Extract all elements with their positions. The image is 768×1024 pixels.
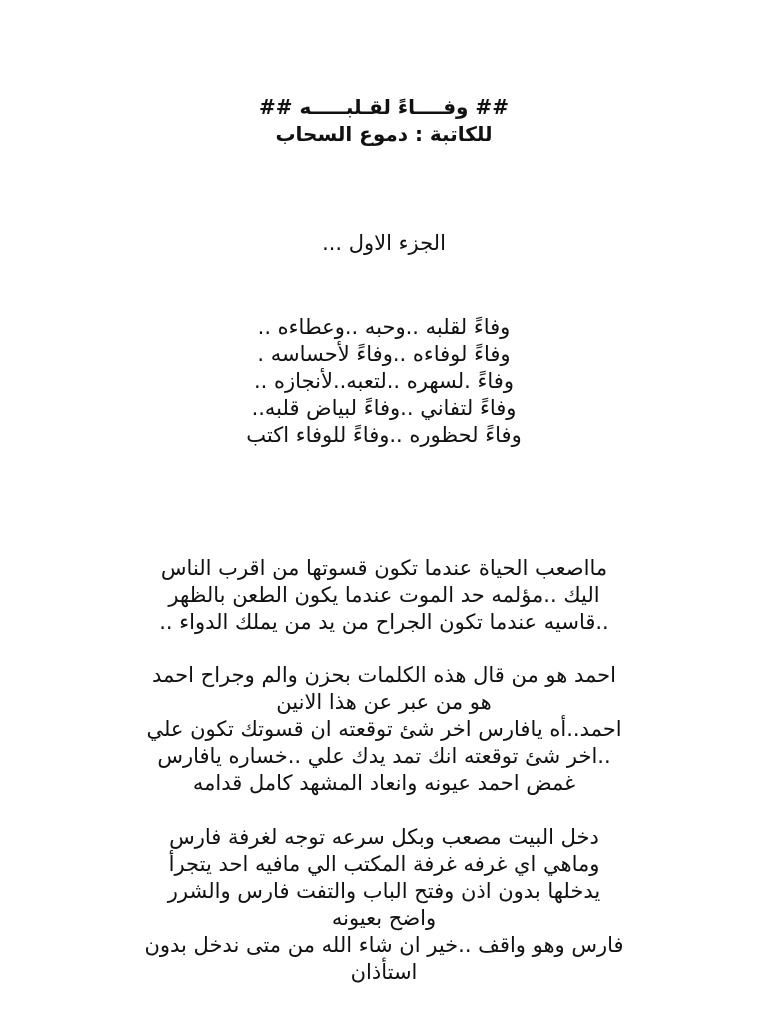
paragraph-line: وماهي اي غرفه غرفة المكتب الي مافيه احد يتجرأ xyxy=(168,852,600,876)
paragraph-line: دخل البيت مصعب وبكل سرعه توجه لغرفة فارس xyxy=(169,825,599,849)
poem-line: وفاءً لوفاءه ..وفاءً لأحساسه . xyxy=(257,342,511,366)
paragraph-line: غمض احمد عيونه وانعاد المشهد كامل قدامه xyxy=(192,771,576,795)
paragraph-line: احمد..أه يافارس اخر شئ توقعته ان قسوتك تكون علي xyxy=(146,717,622,741)
title-line: ## وفــــاءً لقـلبـــــه ## xyxy=(259,95,509,119)
poem-line: وفاءً لقلبه ..وحبه ..وعطاءه .. xyxy=(257,315,511,339)
paragraph-line: استأذان xyxy=(350,960,418,984)
poem-line: وفاءً لتفاني ..وفاءً لبياض قلبه.. xyxy=(251,396,517,420)
paragraph-line: يدخلها بدون اذن وفتح الباب والتفت فارس والشرر xyxy=(167,879,601,903)
poem-line: وفاءً .لسهره ..لتعبه..لأنجازه .. xyxy=(254,369,514,393)
poem-line: وفاءً لحظوره ..وفاءً للوفاء اكتب xyxy=(246,423,522,447)
paragraph-line: ..قاسيه عندما تكون الجراح من يد من يملك الدواء .. xyxy=(159,610,609,634)
paragraph-line: اليك ..مؤلمه حد الموت عندما يكون الطعن بالظهر xyxy=(168,583,600,607)
paragraph-line: مااصعب الحياة عندما تكون قسوتها من اقرب الناس xyxy=(160,556,608,580)
paragraph-line: ..اخر شئ توقعته انك تمد يدك علي ..خساره يافارس xyxy=(157,744,611,768)
part-heading: الجزء الاول ... xyxy=(322,231,446,255)
author-line: للكاتبة : دموع السحاب xyxy=(275,122,493,146)
paragraph-line: هو من عبر عن هذا الانين xyxy=(276,690,492,714)
paragraph-line: واضح بعيونه xyxy=(331,906,437,930)
paragraph-line: احمد هو من قال هذه الكلمات بحزن والم وجراح احمد xyxy=(152,663,616,687)
paragraph-line: فارس وهو واقف ..خير ان شاء الله من متى ندخل بدون xyxy=(144,933,624,957)
